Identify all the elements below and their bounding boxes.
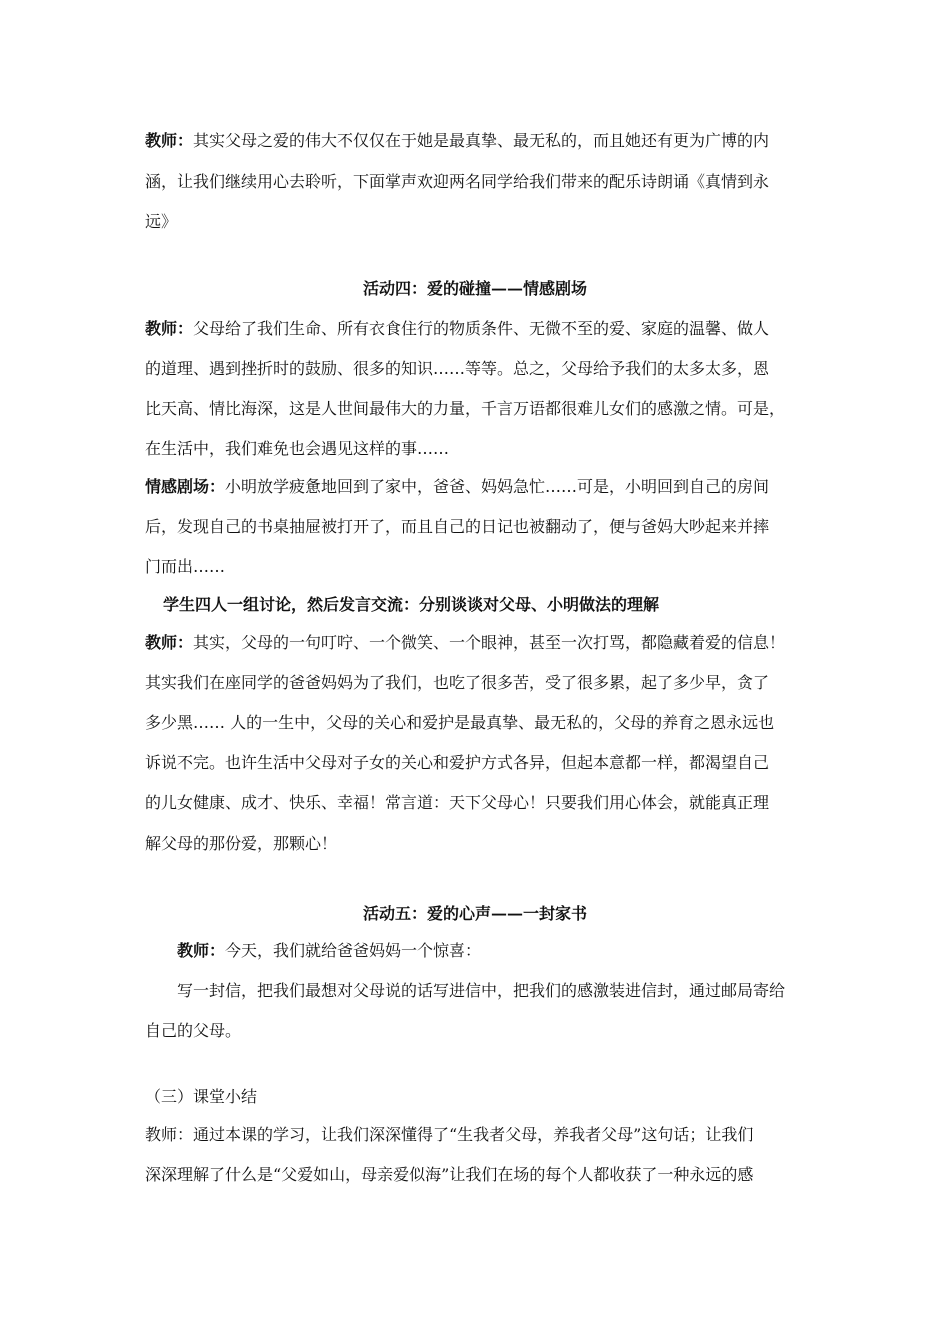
speaker-label: 教师： — [145, 633, 194, 652]
paragraph-3-line-1: 情感剧场：小明放学疲惫地回到了家中，爸爸、妈妈急忙……可是，小明回到自己的房间 — [145, 477, 770, 496]
discussion-instruction: 学生四人一组讨论，然后发言交流：分别谈谈对父母、小明做法的理解 — [163, 595, 660, 614]
paragraph-6-line-2: 深深理解了什么是“父爱如山，母亲爱似海”让我们在场的每个人都收获了一种永远的感 — [145, 1165, 754, 1184]
paragraph-6-line-1: 教师：通过本课的学习，让我们深深懂得了“生我者父母，养我者父母”这句话；让我们 — [145, 1125, 754, 1144]
paragraph-3-line-2: 后，发现自己的书桌抽屉被打开了，而且自己的日记也被翻动了，便与爸妈大吵起来并摔 — [145, 517, 770, 536]
speaker-label: 教师： — [145, 319, 194, 338]
activity-5-heading: 活动五：爱的心声——一封家书 — [362, 904, 587, 923]
paragraph-2-line-2: 的道理、遇到挫折时的鼓励、很多的知识……等等。总之，父母给予我们的太多太多，恩 — [145, 359, 770, 378]
scene-label: 情感剧场： — [145, 477, 226, 496]
paragraph-2-line-4: 在生活中，我们难免也会遇见这样的事…… — [145, 439, 450, 458]
paragraph-4-line-5: 的儿女健康、成才、快乐、幸福！常言道：天下父母心！只要我们用心体会，就能真正理 — [145, 793, 770, 812]
paragraph-1-line-3: 远》 — [145, 212, 178, 231]
paragraph-1-line-1: 教师：其实父母之爱的伟大不仅仅在于她是最真挚、最无私的，而且她还有更为广博的内 — [145, 131, 770, 150]
paragraph-2-line-3: 比天高、情比海深，这是人世间最伟大的力量，千言万语都很难儿女们的感激之情。可是， — [145, 399, 786, 418]
paragraph-5-line-1: 教师：今天，我们就给爸爸妈妈一个惊喜： — [177, 941, 482, 960]
paragraph-5-line-2: 写一封信，把我们最想对父母说的话写进信中，把我们的感激装进信封，通过邮局寄给 — [177, 981, 786, 1000]
speaker-label: 教师： — [145, 131, 194, 150]
paragraph-4-line-1: 教师：其实，父母的一句叮咛、一个微笑、一个眼神，甚至一次打骂，都隐藏着爱的信息！ — [145, 633, 786, 652]
paragraph-4-line-3: 多少黑…… 人的一生中，父母的关心和爱护是最真挚、最无私的，父母的养育之恩永远也 — [145, 713, 775, 732]
paragraph-2-line-1: 教师：父母给了我们生命、所有衣食住行的物质条件、无微不至的爱、家庭的温馨、做人 — [145, 319, 770, 338]
speaker-label: 教师： — [177, 941, 226, 960]
paragraph-1-line-2: 涵，让我们继续用心去聆听，下面掌声欢迎两名同学给我们带来的配乐诗朗诵《真情到永 — [145, 172, 770, 191]
paragraph-4-line-4: 诉说不完。也许生活中父母对子女的关心和爱护方式各异，但起本意都一样，都渴望自己 — [145, 753, 770, 772]
summary-heading: （三）课堂小结 — [145, 1087, 258, 1106]
paragraph-3-line-3: 门而出…… — [145, 557, 226, 576]
paragraph-4-line-2: 其实我们在座同学的爸爸妈妈为了我们，也吃了很多苦，受了很多累，起了多少早，贪了 — [145, 673, 770, 692]
activity-4-heading: 活动四：爱的碰撞——情感剧场 — [362, 279, 587, 298]
paragraph-5-line-3: 自己的父母。 — [145, 1021, 242, 1040]
paragraph-4-line-6: 解父母的那份爱，那颗心！ — [145, 834, 338, 853]
